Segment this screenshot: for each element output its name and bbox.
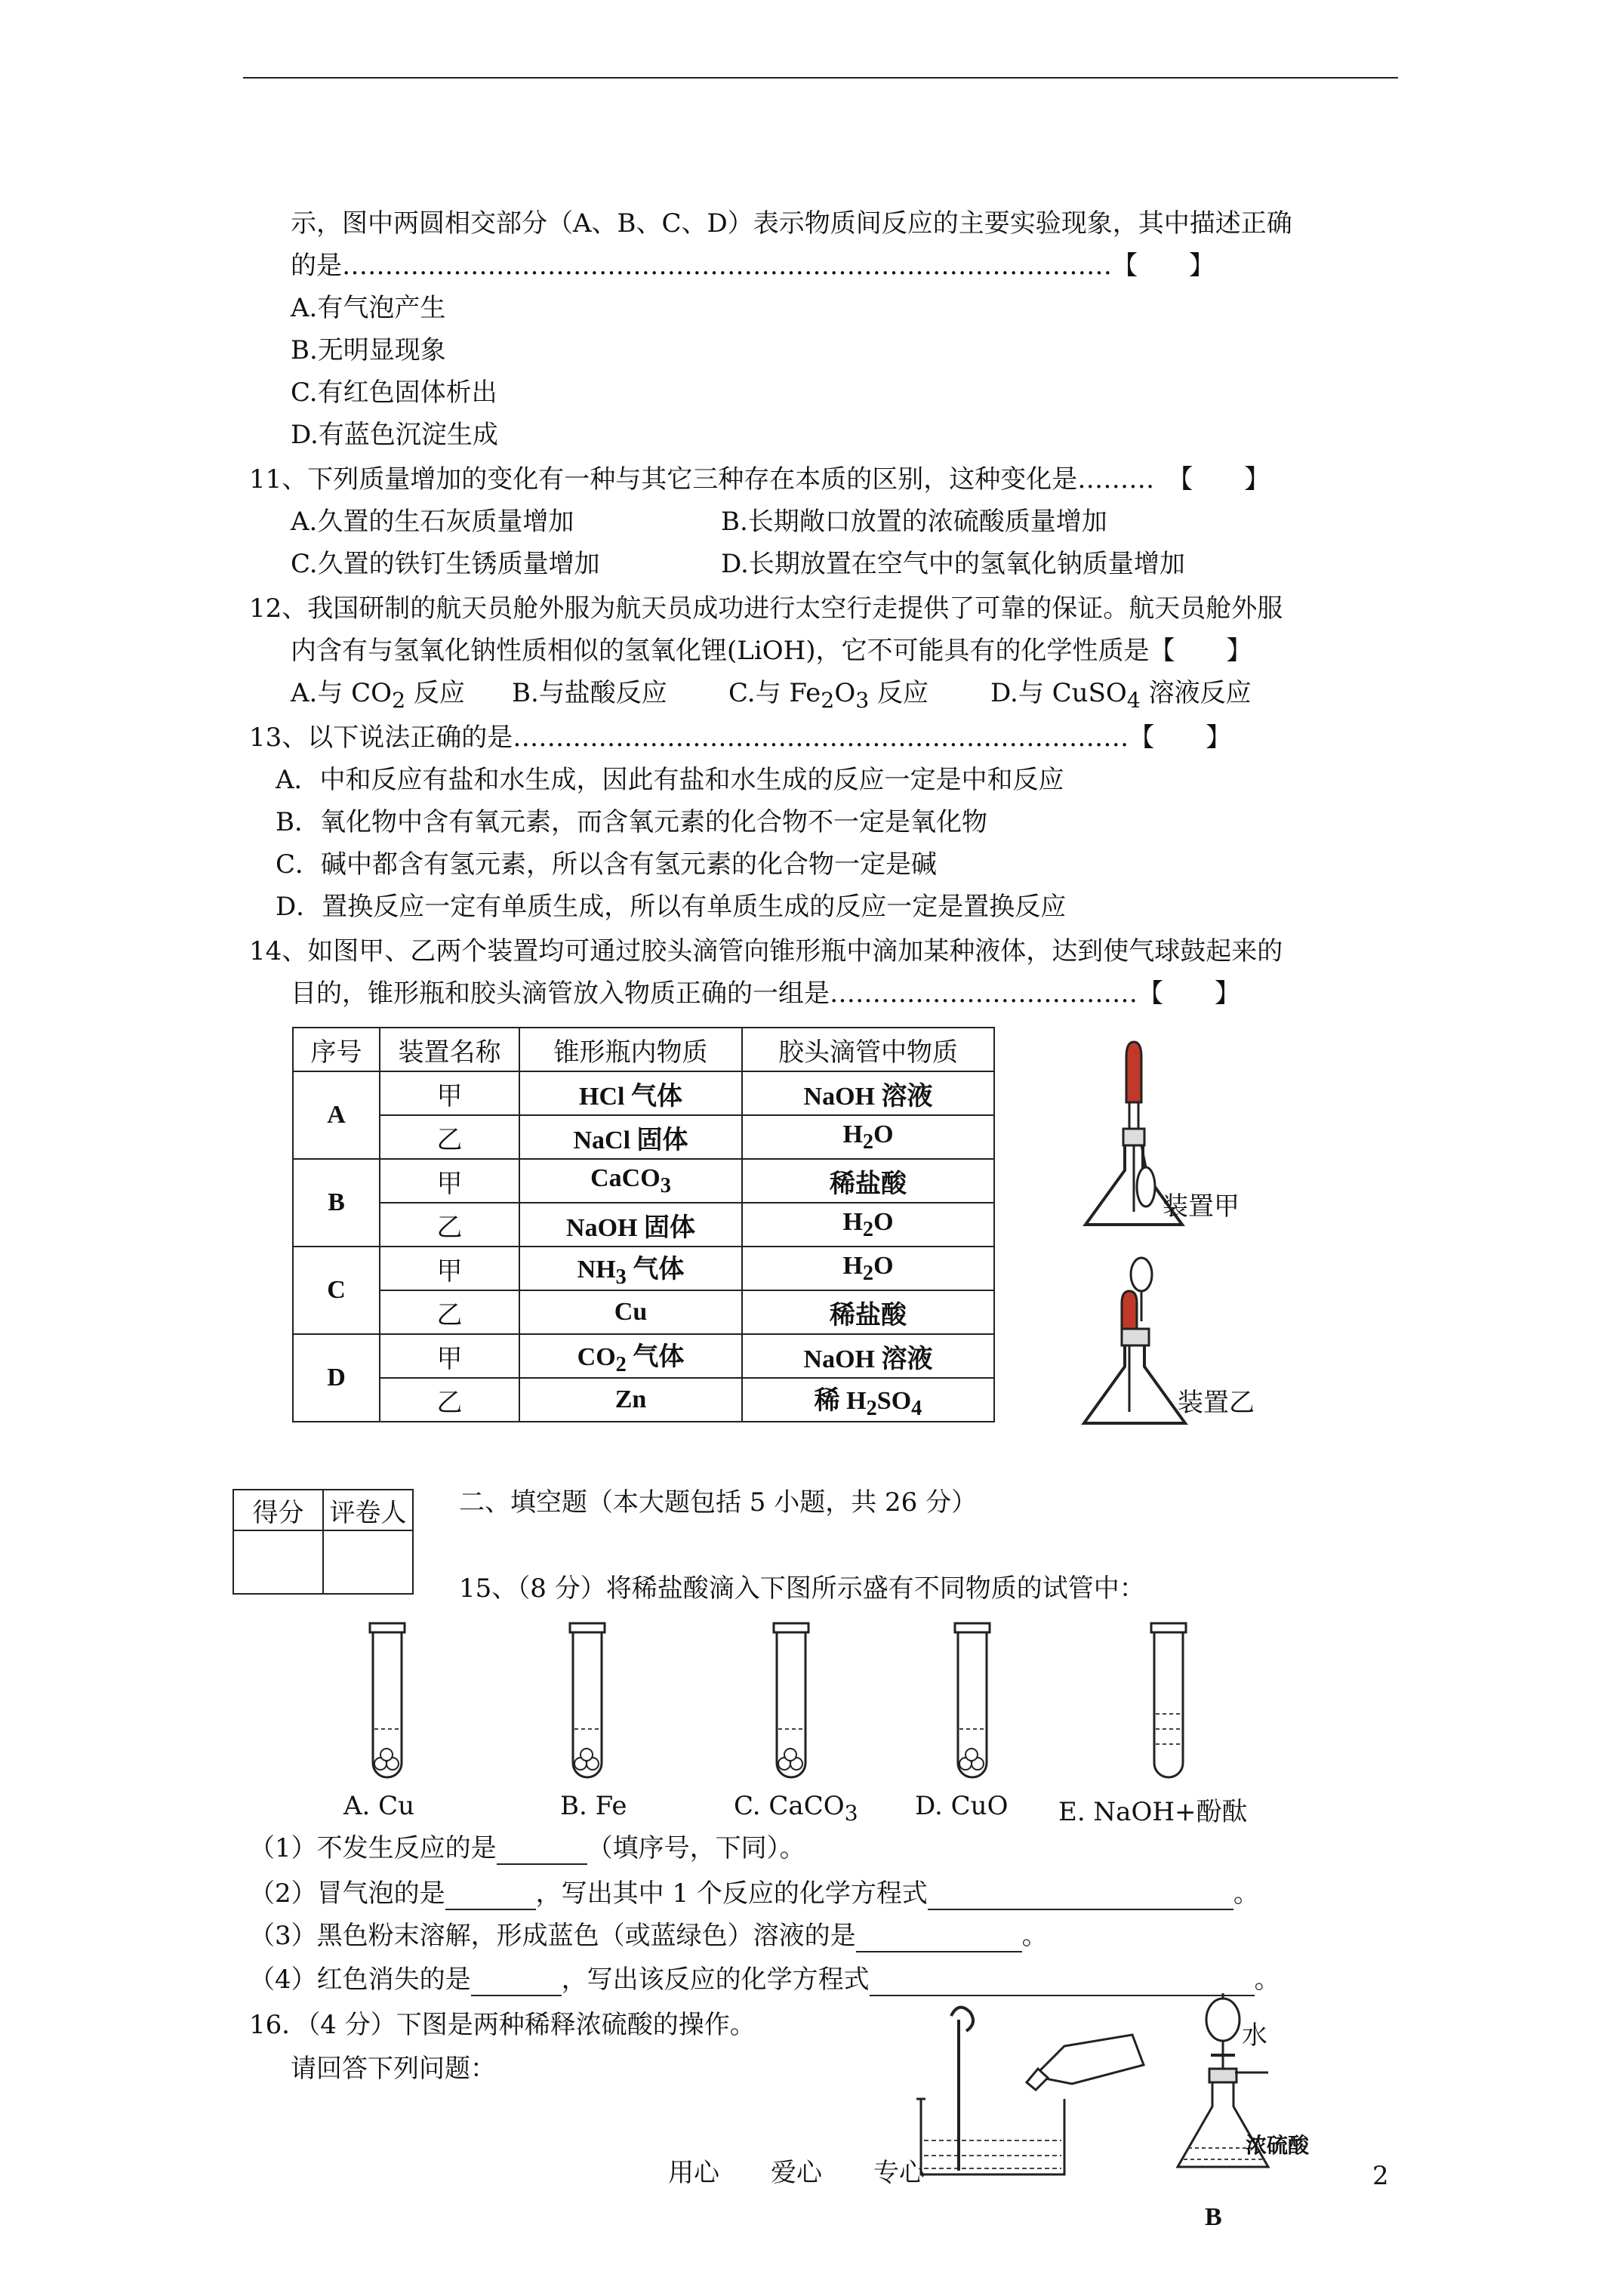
table-header: 锥形瓶内物质 [519,1028,742,1071]
answer-blank[interactable] [445,1878,536,1910]
q13-option-d: D．置换反应一定有单质生成，所以有单质生成的反应一定是置换反应 [276,892,1067,922]
label-water: 水 [1242,2020,1267,2051]
q11-option-a: A.久置的生石灰质量增加 [291,507,574,537]
reagent-bottle-icon [1034,2035,1144,2084]
flask-cell: HCl 气体 [519,1071,742,1115]
answer-blank[interactable] [497,1833,587,1865]
device-jia-label: 装置甲 [1163,1191,1240,1222]
table-header: 装置名称 [380,1028,519,1071]
table-row [293,1159,994,1203]
device-cell: 乙 [380,1378,519,1422]
q15-sub2: （2）冒气泡的是 ，写出其中 1 个反应的化学方程式 。 [249,1878,1259,1909]
beaker-icon [921,2099,1064,2174]
q15-stem: 15、（8 分）将稀盐酸滴入下图所示盛有不同物质的试管中： [459,1573,1145,1604]
table-header: 序号 [293,1028,380,1071]
test-tube-c-icon [774,1623,808,1777]
flask-cell: Zn [519,1378,742,1422]
table-row [293,1203,994,1247]
flask-cell: NaCl 固体 [519,1115,742,1159]
device-cell: 甲 [380,1071,519,1115]
table-row [293,1071,994,1115]
q11-option-c: C.久置的铁钉生锈质量增加 [291,549,600,579]
q13-option-b: B．氧化物中含有氧元素，而含氧元素的化合物不一定是氧化物 [276,807,987,837]
flask-cell: CaCO$_3$ [519,1159,742,1203]
flask-cell: Cu [519,1290,742,1334]
balloon-icon [1137,1167,1155,1207]
q16-stem: 16．（4 分）下图是两种稀释浓硫酸的操作。 [249,2010,756,2040]
test-tube-b-icon [570,1623,605,1777]
grader-label: 评卷人 [323,1490,413,1530]
q12-line1: 12、我国研制的航天员舱外服为航天员成功进行太空行走提供了可靠的保证。航天员舱外服 [249,593,1283,624]
device-cell: 甲 [380,1247,519,1290]
test-tube-a-icon [370,1623,405,1777]
q16-figure-a [913,1993,1147,2182]
tube-label-a: A. Cu [343,1791,415,1821]
dropper-cell: $H_2O$ [742,1115,994,1159]
dropper-bulb-icon [1126,1042,1141,1102]
device-cell: 乙 [380,1290,519,1334]
dropper-cell: 稀 $H_2SO_4$ [742,1378,994,1422]
q13-stem: 13、以下说法正确的是………………………………………………………………【 】 [249,723,1232,753]
grader-cell[interactable] [323,1530,413,1594]
table-header: 胶头滴管中物质 [742,1028,994,1071]
row-label-d: D [293,1334,380,1422]
q13-option-a: A．中和反应有盐和水生成，因此有盐和水生成的反应一定是中和反应 [276,765,1064,795]
q16-sub: 请回答下列问题： [291,2054,496,2084]
q10-line1: 示，图中两圆相交部分（A、B、C、D）表示物质间反应的主要实验现象，其中描述正确 [291,208,1292,239]
device-cell: 乙 [380,1115,519,1159]
answer-blank[interactable] [928,1878,1233,1910]
row-label-a: A [293,1071,380,1159]
device-cell: 甲 [380,1334,519,1378]
section2-title: 二、填空题（本大题包括 5 小题，共 26 分） [459,1487,978,1518]
test-tube-d-icon [955,1623,990,1777]
score-cell[interactable] [233,1530,323,1594]
q12-option-c: C.与 $Fe_2O_3$ 反应 [728,678,929,713]
tube-label-e: E. NaOH+酚酞 [1058,1797,1248,1827]
q12-option-d: D.与 CuSO$_4$ 溶液反应 [990,678,1252,713]
q15-sub3: （3）黑色粉末溶解，形成蓝色（或蓝绿色）溶液的是 。 [249,1921,1048,1951]
row-label-b: B [293,1159,380,1247]
table-row [293,1378,994,1422]
tube-label-b: B. Fe [560,1791,627,1821]
dropper-cell: NaOH 溶液 [742,1334,994,1378]
score-box [233,1489,414,1595]
q11-option-d: D.长期放置在空气中的氢氧化钠质量增加 [721,549,1185,579]
device-cell: 乙 [380,1203,519,1247]
device-cell: 甲 [380,1159,519,1203]
q10-option-c: C.有红色固体析出 [291,378,497,408]
q10-option-d: D.有蓝色沉淀生成 [291,420,498,450]
table-row [293,1334,994,1378]
q12-option-b: B.与盐酸反应 [512,678,667,708]
page-number: 2 [1372,2161,1389,2191]
balloon-icon [1131,1258,1152,1291]
page-footer: 用心 爱心 专心 [668,2158,925,2188]
q15-sub1: （1）不发生反应的是 （填序号，下同）。 [249,1833,805,1863]
q15-sub4: （4）红色消失的是 ，写出该反应的化学方程式 。 [249,1965,1280,1995]
tube-label-d: D. CuO [915,1791,1009,1821]
dropper-cell: NaOH 溶液 [742,1071,994,1115]
device-yi-label: 装置乙 [1178,1388,1255,1418]
table-row [293,1290,994,1334]
flask-cell: $CO_2$ 气体 [519,1334,742,1378]
test-tube-e-icon [1151,1623,1186,1777]
q12-line2: 内含有与氢氧化钠性质相似的氢氧化锂(LiOH)，它不可能具有的化学性质是【 】 [291,636,1252,666]
dropper-bulb-icon [1122,1291,1137,1333]
q14-line1: 14、如图甲、乙两个装置均可通过胶头滴管向锥形瓶中滴加某种液体，达到使气球鼓起来的 [249,936,1283,966]
header-rule [243,77,1398,79]
q13-option-c: C．碱中都含有氢元素，所以含有氢元素的化合物一定是碱 [276,849,938,880]
dropper-cell: $H_2O$ [742,1203,994,1247]
dropper-cell: 稀盐酸 [742,1159,994,1203]
separatory-funnel-icon [1206,1999,1240,2041]
table-row [293,1247,994,1290]
answer-blank[interactable] [856,1921,1022,1952]
q10-option-a: A.有气泡产生 [291,293,446,323]
q14-line2: 目的，锥形瓶和胶头滴管放入物质正确的一组是………………………………【 】 [291,978,1240,1009]
row-label-c: C [293,1247,380,1334]
tube-label-c: C. CaCO$_3$ [734,1791,858,1826]
q10-line2: 的是………………………………………………………………………………【 】 [291,251,1215,281]
q10-option-b: B.无明显现象 [291,335,446,365]
q11-option-b: B.长期敞口放置的浓硫酸质量增加 [721,507,1107,537]
label-conc-acid: 浓硫酸 [1246,2134,1310,2158]
test-tubes-figure [355,1616,1215,1789]
q11-stem: 11、下列质量增加的变化有一种与其它三种存在本质的区别，这种变化是……… 【 】 [249,464,1270,495]
table-header-row [293,1028,994,1071]
q14-table [292,1027,995,1422]
flask-icon [1084,1345,1185,1423]
score-label: 得分 [233,1490,323,1530]
flask-cell: NaOH 固体 [519,1203,742,1247]
answer-blank[interactable] [471,1965,562,1996]
table-row [293,1115,994,1159]
dropper-cell: $H_2O$ [742,1247,994,1290]
label-b: B [1205,2203,1222,2231]
flask-cell: $NH_3$ 气体 [519,1247,742,1290]
dropper-cell: 稀盐酸 [742,1290,994,1334]
q12-option-a: A.与 $CO_2$ 反应 [291,678,465,713]
